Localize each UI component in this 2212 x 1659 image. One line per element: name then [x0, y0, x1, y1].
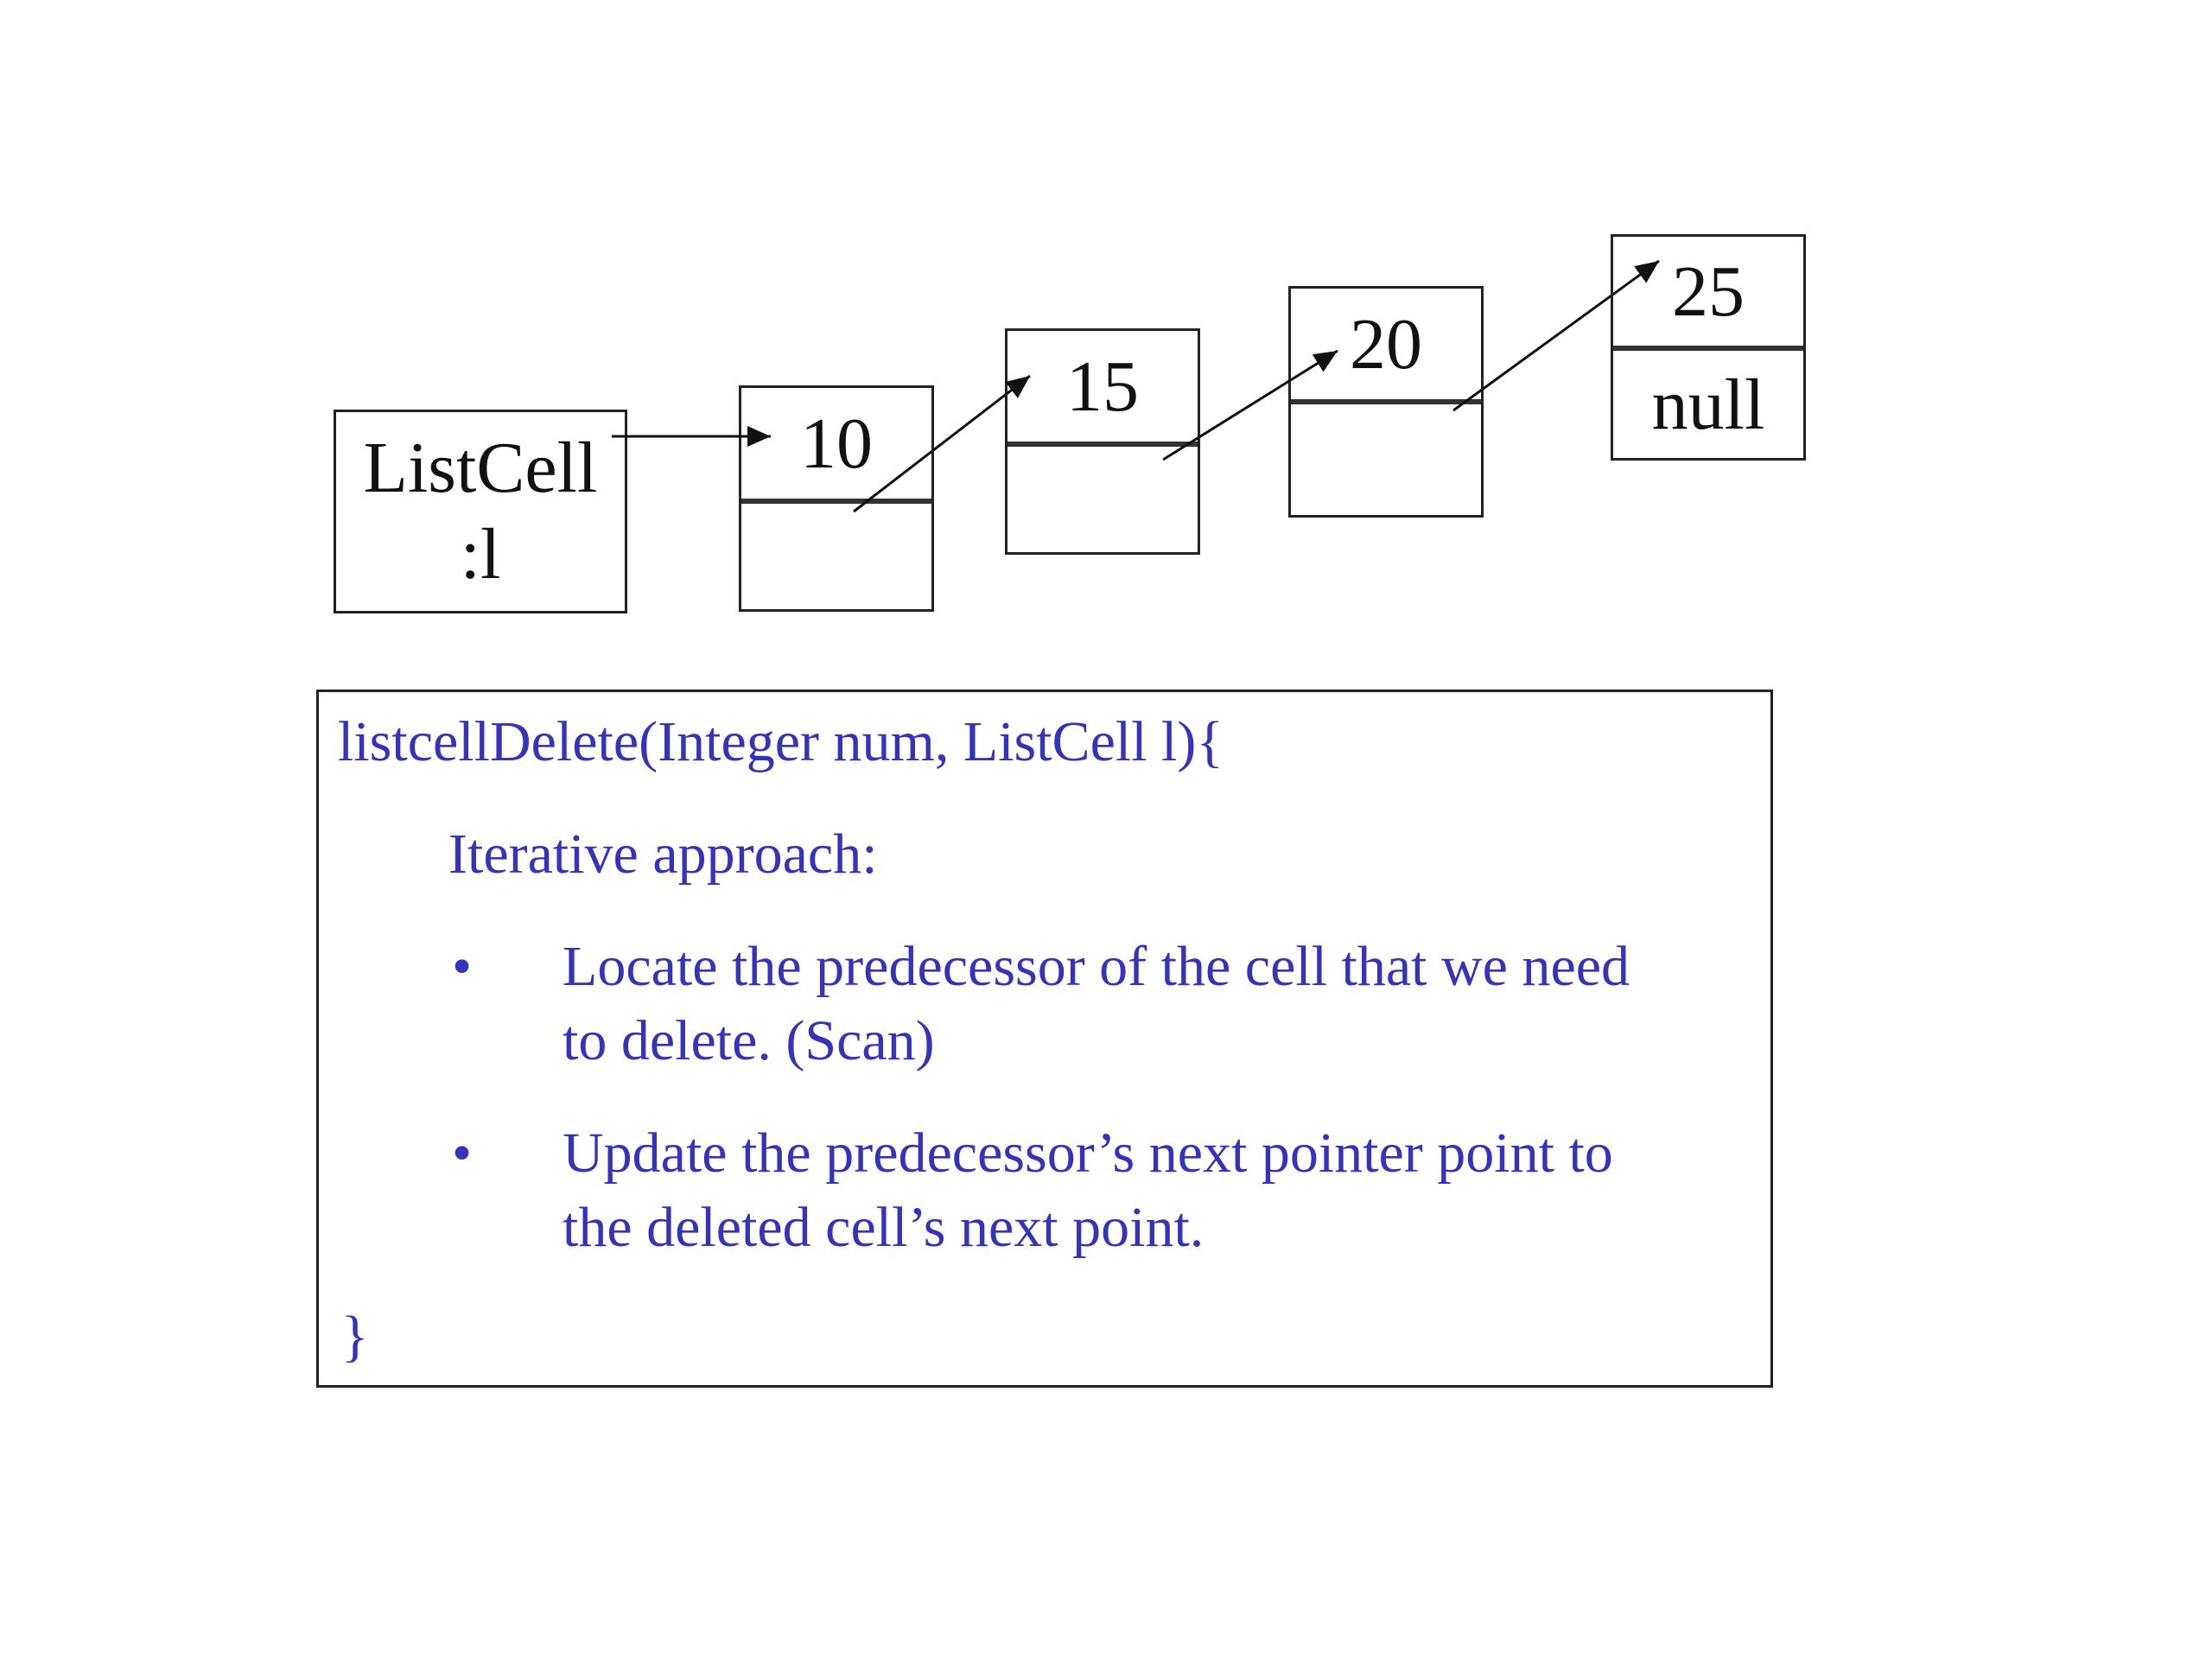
head-label-line1: ListCell	[363, 428, 598, 508]
arrow-20-to-25	[1453, 261, 1659, 410]
arrow-10-to-15	[854, 376, 1030, 512]
bullet-1-line1: Locate the predecessor of the cell that we need	[563, 935, 1630, 998]
bullet-icon: •	[452, 935, 473, 998]
head-label-line2: :l	[460, 514, 501, 594]
cell-value: 20	[1350, 303, 1422, 385]
cell-next: null	[1651, 364, 1765, 445]
cell-value: 25	[1672, 251, 1745, 332]
bullet-2-line1: Update the predecessor’s next pointer point to	[563, 1122, 1613, 1185]
arrow-15-to-20	[1163, 351, 1338, 460]
function-signature: listcellDelete(Integer num, ListCell l){	[338, 710, 1224, 773]
bullet-icon: •	[452, 1122, 473, 1185]
bullet-1-line2: to delete. (Scan)	[563, 1009, 935, 1072]
cell-value: 15	[1066, 346, 1139, 427]
approach-heading: Iterative approach:	[448, 823, 878, 886]
closing-brace: }	[341, 1305, 369, 1368]
cell-value: 10	[800, 403, 873, 484]
algorithm-description-box	[316, 690, 1773, 1388]
bullet-2-line2: the deleted cell’s next point.	[563, 1196, 1205, 1259]
